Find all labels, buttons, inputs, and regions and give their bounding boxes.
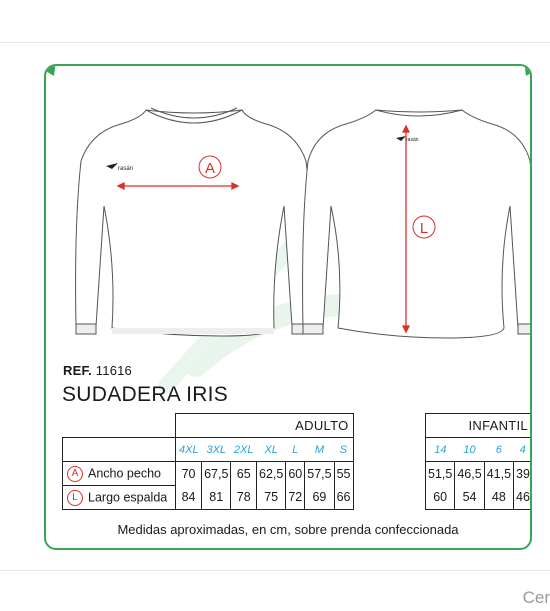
width-marker-label: A: [204, 160, 216, 177]
adult-size-table: [62, 413, 354, 510]
table-cell: 84: [176, 486, 202, 510]
table-cell: 60: [426, 486, 455, 510]
width-marker-icon: A: [67, 466, 83, 482]
reference-label: REF.: [63, 363, 92, 378]
size-label: S: [334, 438, 353, 462]
measure-label: A Ancho pecho: [63, 462, 176, 486]
table-cell: 69: [305, 486, 334, 510]
adult-title: ADULTO: [176, 414, 354, 438]
brand-logo-text: rasán: [118, 166, 134, 172]
back-brand-logo-text: rasán: [406, 137, 419, 143]
table-row: [426, 486, 533, 510]
size-label: M: [305, 438, 334, 462]
size-label: 6: [484, 438, 513, 462]
adult-sizes-row: [63, 438, 354, 462]
product-name: SUDADERA IRIS: [62, 383, 229, 406]
table-cell: 41,5: [484, 462, 513, 486]
size-label: 4: [514, 438, 532, 462]
size-guide-card: [44, 64, 532, 550]
table-cell: 54: [455, 486, 484, 510]
table-cell: 46: [514, 486, 532, 510]
table-cell: 72: [286, 486, 305, 510]
table-row: [426, 462, 533, 486]
table-cell: 62,5: [257, 462, 286, 486]
table-cell: 81: [202, 486, 231, 510]
adult-title-row: [63, 414, 354, 438]
kids-size-table: [425, 413, 532, 510]
close-button[interactable]: Cer: [522, 588, 550, 607]
table-cell: 66: [334, 486, 353, 510]
table-row: [63, 486, 354, 510]
length-marker-label: L: [419, 220, 429, 237]
measure-label: L Largo espalda: [63, 486, 176, 510]
size-label: 10: [455, 438, 484, 462]
size-label: 2XL: [231, 438, 257, 462]
kids-title-row: [426, 414, 533, 438]
table-cell: 70: [176, 462, 202, 486]
table-cell: 67,5: [202, 462, 231, 486]
table-cell: 39: [514, 462, 532, 486]
size-label: 14: [426, 438, 455, 462]
table-cell: 60: [286, 462, 305, 486]
kids-title: INFANTIL: [426, 414, 533, 438]
reference-value: 11616: [95, 363, 132, 378]
length-marker-icon: L: [67, 490, 83, 506]
size-label: 4XL: [176, 438, 202, 462]
size-label: XL: [257, 438, 286, 462]
table-cell: 48: [484, 486, 513, 510]
table-row: [63, 462, 354, 486]
table-cell: 55: [334, 462, 353, 486]
kids-sizes-row: [426, 438, 533, 462]
garment-diagrams: [46, 66, 532, 366]
measurement-note: Medidas aproximadas, en cm, sobre prenda confeccionada: [117, 522, 459, 537]
table-cell: 78: [231, 486, 257, 510]
size-label: 3XL: [202, 438, 231, 462]
table-cell: 46,5: [455, 462, 484, 486]
table-cell: 65: [231, 462, 257, 486]
table-cell: 51,5: [426, 462, 455, 486]
table-cell: 75: [257, 486, 286, 510]
bottom-divider: [0, 570, 550, 571]
size-label: L: [286, 438, 305, 462]
reference-number: [63, 363, 132, 378]
front-view: [76, 108, 313, 336]
table-cell: 57,5: [305, 462, 334, 486]
top-divider: [0, 42, 550, 43]
